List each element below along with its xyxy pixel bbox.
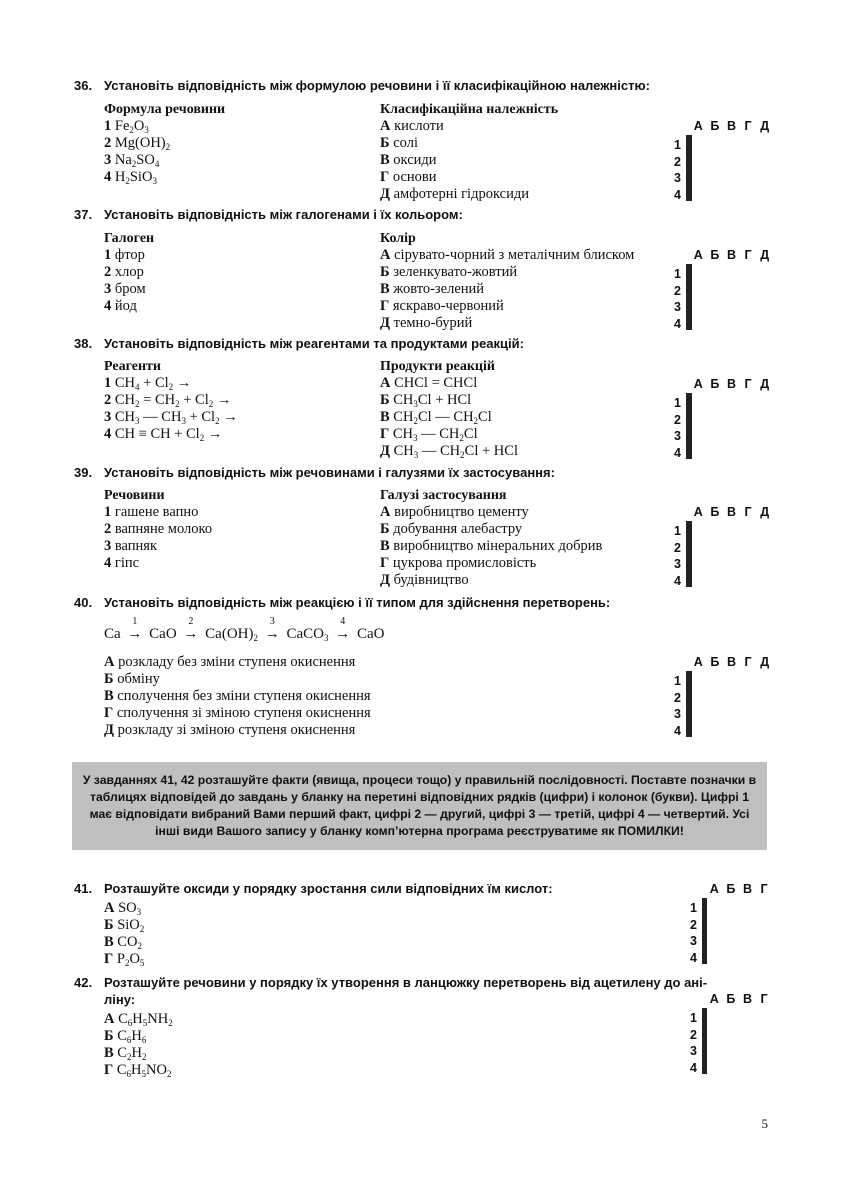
option-text: $Na_2SO_4$ (111, 152, 160, 169)
option-item (104, 555, 212, 572)
option-item (380, 298, 634, 315)
option-text: вапняк (111, 538, 158, 554)
q39-uses (380, 487, 602, 589)
answer-cell[interactable] (706, 915, 707, 931)
option-key: 4 (104, 298, 112, 314)
option-key: 1 (104, 504, 112, 520)
option-key: В (380, 409, 390, 425)
grid-row-label: 1 (690, 901, 697, 915)
grid-column-label: Д (760, 377, 770, 391)
answer-cell[interactable] (691, 168, 692, 184)
grid-column-label: Б (726, 992, 736, 1006)
option-item (104, 504, 212, 521)
option-text: жовто-зелений (389, 281, 485, 297)
option-text: будівництво (389, 572, 469, 588)
option-key: 2 (104, 135, 112, 151)
option-text: сполучення без зміни ступеня окиснення (113, 688, 371, 704)
grid-column-label: А (693, 505, 703, 519)
grid-column-label: Б (710, 377, 720, 391)
grid-column-label: А (693, 119, 703, 133)
option-text: темно-бурий (389, 315, 473, 331)
grid-row-label: 4 (674, 187, 681, 202)
grid-row-label: 3 (674, 300, 681, 314)
answer-cell[interactable] (706, 1009, 707, 1025)
option-key: Г (380, 169, 390, 185)
option-item (380, 169, 558, 186)
option-key: Д (380, 443, 390, 459)
option-key: Г (380, 298, 390, 314)
grid-row-label: 3 (690, 1044, 697, 1058)
question-38-title: 38. Установіть відповідність між реагентами та продуктами реакцій: (74, 336, 524, 351)
option-text: оксиди (389, 152, 437, 168)
grid-row-label: 1 (674, 267, 681, 281)
option-key: Б (380, 392, 390, 408)
grid-row-label: 3 (674, 171, 681, 185)
q38-products (380, 358, 518, 460)
option-item (104, 654, 371, 671)
option-text: сполучення зі зміною ступеня окиснення (113, 705, 371, 721)
answer-cell[interactable] (691, 522, 692, 538)
option-key: В (380, 152, 390, 168)
answer-cell[interactable] (691, 297, 692, 313)
option-text: $Fe_2O_3$ (111, 118, 149, 135)
answer-cell[interactable] (706, 947, 707, 963)
answer-cell[interactable] (706, 899, 707, 915)
use-list (380, 504, 602, 589)
option-text: цукрова промисловість (389, 555, 537, 571)
grid-row-label: 3 (674, 557, 681, 571)
option-key: 3 (104, 538, 112, 554)
grid-column-label: Г (760, 992, 768, 1006)
grid-column-label: Д (760, 505, 770, 519)
substance-order-list (104, 1011, 173, 1079)
reaction-type-list (104, 654, 371, 739)
grid-row-label: 3 (690, 934, 697, 948)
grid-row-label: 2 (674, 412, 681, 427)
grid-row-labels (674, 523, 681, 589)
option-item (380, 281, 634, 298)
page-number: 5 (761, 1116, 768, 1131)
q42-substances (104, 1011, 173, 1079)
option-item (380, 315, 634, 332)
option-text: $C_2H_2$ (113, 1045, 147, 1062)
option-item (380, 555, 602, 572)
option-item (104, 135, 225, 152)
option-item (380, 247, 634, 264)
class-list (380, 118, 558, 203)
option-item (104, 264, 154, 281)
answer-cell[interactable] (706, 1025, 707, 1041)
grid-column-label: Б (710, 248, 720, 262)
option-key: 1 (104, 247, 112, 263)
option-key: Б (380, 521, 390, 537)
color-list (380, 247, 634, 332)
option-text: $CH_3$ — $CH_3 + Cl_2$ → (111, 409, 238, 426)
option-key: А (380, 375, 391, 391)
answer-cell[interactable] (691, 442, 692, 458)
column-header: Речовини (104, 488, 165, 503)
option-text: виробництво цементу (390, 504, 529, 520)
grid-column-headers (706, 882, 772, 896)
option-key: Г (104, 951, 114, 967)
grid-row-labels (690, 900, 697, 966)
grid-row-label: 4 (674, 573, 681, 588)
grid-column-label: Б (710, 505, 720, 519)
option-text: $SO_3$ (114, 900, 142, 917)
grid-row-label: 3 (674, 707, 681, 721)
option-item (380, 443, 518, 460)
option-text: добування алебастру (389, 521, 523, 537)
grid-row-labels (674, 395, 681, 461)
option-key: Д (104, 722, 114, 738)
option-item (104, 169, 225, 186)
option-key: Б (380, 264, 390, 280)
option-item (104, 1028, 173, 1045)
option-text: $H_2SiO_3$ (111, 169, 157, 186)
grid-column-label: Б (710, 119, 720, 133)
answer-cell[interactable] (691, 538, 692, 554)
option-item (380, 504, 602, 521)
grid-row-label: 1 (674, 138, 681, 152)
q36-classes (380, 101, 558, 203)
option-text: хлор (111, 264, 144, 280)
answer-table (686, 264, 692, 330)
option-text: $CO_2$ (113, 934, 142, 951)
answer-cell[interactable] (691, 281, 692, 297)
answer-cell[interactable] (691, 184, 692, 200)
product-list (380, 375, 518, 460)
grid-column-label: В (726, 119, 736, 133)
answer-cell[interactable] (706, 1057, 707, 1073)
option-item (104, 426, 238, 443)
option-item (104, 521, 212, 538)
grid-column-label: А (693, 377, 703, 391)
answer-cell[interactable] (691, 672, 692, 688)
option-key: Б (104, 671, 114, 687)
grid-column-label: Г (744, 505, 752, 519)
option-key: 1 (104, 118, 112, 134)
grid-column-headers (690, 505, 773, 519)
option-key: Д (380, 315, 390, 331)
option-key: А (104, 900, 115, 916)
grid-column-label: В (726, 377, 736, 391)
grid-column-label: Г (760, 882, 768, 896)
option-item (104, 298, 154, 315)
answer-cell[interactable] (691, 265, 692, 281)
option-item (104, 392, 238, 409)
grid-row-labels (690, 1010, 697, 1076)
option-key: А (104, 654, 115, 670)
answer-table (686, 671, 692, 737)
answer-cell[interactable] (691, 570, 692, 586)
column-header: Реагенти (104, 359, 161, 374)
option-item (104, 247, 154, 264)
question-42-title-cont: ліну: (104, 992, 136, 1007)
question-42-title: 42. Розташуйте речовини у порядку їх утворення в ланцюжку перетворень від ацетилену до ані- (74, 975, 708, 990)
option-key: 2 (104, 392, 112, 408)
option-key: 3 (104, 152, 112, 168)
grid-column-label: В (742, 992, 752, 1006)
option-item (380, 264, 634, 281)
option-key: Г (104, 705, 114, 721)
option-text: CHCl = CHCl (390, 375, 478, 391)
q39-substances (104, 487, 212, 572)
option-key: В (104, 1045, 114, 1061)
option-key: 4 (104, 426, 112, 442)
column-header: Галоген (104, 231, 155, 246)
option-item (104, 688, 371, 705)
grid-column-label: Б (726, 882, 736, 896)
option-item (104, 152, 225, 169)
option-text: фтор (111, 247, 145, 263)
answer-table (702, 1008, 707, 1074)
option-key: А (380, 504, 391, 520)
answer-cell[interactable] (691, 313, 692, 329)
grid-row-label: 4 (690, 950, 697, 965)
option-key: В (104, 688, 114, 704)
q38-reagents (104, 358, 238, 443)
grid-column-label: В (726, 655, 736, 669)
q37-colors (380, 230, 634, 332)
answer-cell[interactable] (691, 426, 692, 442)
option-text: $C_6H_5NH_2$ (114, 1011, 173, 1028)
grid-row-labels (674, 137, 681, 203)
option-text: $CH_3$ — $CH_2Cl$ (389, 426, 478, 443)
grid-row-label: 2 (690, 917, 697, 932)
grid-column-label: Б (710, 655, 720, 669)
option-text: виробництво мінеральних добрив (389, 538, 603, 554)
option-item (380, 186, 558, 203)
option-text: солі (389, 135, 418, 151)
option-key: 3 (104, 409, 112, 425)
grid-column-label: Г (744, 377, 752, 391)
option-text: розкладу без зміни ступеня окиснення (114, 654, 356, 670)
grid-row-label: 1 (674, 524, 681, 538)
option-text: $CH_2Cl$ — $CH_2Cl$ (389, 409, 492, 426)
option-key: Г (380, 426, 390, 442)
grid-column-label: Г (744, 655, 752, 669)
grid-column-label: Г (744, 119, 752, 133)
option-item (380, 118, 558, 135)
option-item (380, 392, 518, 409)
grid-row-label: 1 (674, 674, 681, 688)
halogen-list (104, 247, 154, 315)
reagent-list (104, 375, 238, 443)
option-item (104, 722, 371, 739)
question-39-title: 39. Установіть відповідність між речовинами і галузями їх застосування: (74, 465, 555, 480)
grid-column-headers (690, 248, 773, 262)
answer-cell[interactable] (691, 410, 692, 426)
option-item (380, 375, 518, 392)
question-36-title: 36. Установіть відповідність між формулою речовини і її класифікаційною належністю: (74, 78, 650, 93)
option-item (104, 118, 225, 135)
option-key: А (380, 247, 391, 263)
instruction-banner: У завданнях 41, 42 розташуйте факти (явища, процеси тощо) у правильній послідовності. Поставте позначки в таблицях відповідей до завдань у бланку на перетині відповідних рядків (цифри) і колонок (букви). Цифрі 1 має відповідати вибраний Вами перший факт, цифрі 2 — другий, цифрі 3 — третій, цифрі 4 — четвертий. Усі інші види Вашого запису у бланку комп’ютерна програма реєструватиме як ПОМИЛКИ! (72, 762, 767, 850)
substance-list (104, 504, 212, 572)
option-key: Д (380, 572, 390, 588)
option-item (104, 375, 238, 392)
option-item (104, 538, 212, 555)
option-text: $CH_3$ — $CH_2Cl$ + HCl (389, 443, 518, 460)
grid-column-headers (690, 377, 773, 391)
column-header: Формула речовини (104, 102, 226, 117)
option-item (104, 917, 144, 934)
option-text: SiO$_2$ (113, 917, 145, 934)
option-text: йод (111, 298, 137, 314)
grid-column-label: А (709, 992, 719, 1006)
answer-cell[interactable] (706, 1041, 707, 1057)
option-key: Б (380, 135, 390, 151)
column-header: Класифікаційна належність (380, 102, 559, 117)
option-key: 2 (104, 264, 112, 280)
grid-row-label: 2 (674, 690, 681, 705)
question-37-title: 37. Установіть відповідність між галогенами і їх кольором: (74, 207, 463, 222)
option-text: $CH_4 + Cl_2$ → (111, 375, 192, 392)
option-key: 2 (104, 521, 112, 537)
answer-cell[interactable] (691, 136, 692, 152)
option-text: розкладу зі зміною ступеня окиснення (113, 722, 356, 738)
q40-types (104, 654, 371, 739)
grid-column-label: Д (760, 119, 770, 133)
column-header: Продукти реакцій (380, 359, 495, 374)
grid-row-label: 2 (674, 540, 681, 555)
option-text: гашене вапно (111, 504, 199, 520)
option-text: яскраво-червоний (389, 298, 504, 314)
grid-column-label: Г (744, 248, 752, 262)
option-item (104, 671, 371, 688)
option-key: Б (104, 917, 114, 933)
option-key: А (104, 1011, 115, 1027)
option-key: 4 (104, 169, 112, 185)
option-item (104, 281, 154, 298)
option-text: $Mg(OH)_2$ (111, 135, 171, 152)
question-40-title: 40. Установіть відповідність між реакцією і її типом для здійснення перетворень: (74, 595, 611, 610)
grid-column-label: А (709, 882, 719, 896)
option-item (104, 934, 144, 951)
grid-row-label: 4 (690, 1060, 697, 1075)
answer-cell[interactable] (691, 152, 692, 168)
column-header: Колір (380, 231, 416, 246)
reaction-chain: Ca → 1 CaO → 2 $Ca(OH)_2$ → 3 CaCO$_3$ → 4 CaO (104, 616, 385, 643)
grid-column-label: В (726, 505, 736, 519)
grid-column-label: Д (760, 248, 770, 262)
option-key: В (104, 934, 114, 950)
option-text: $C_6H_6$ (113, 1028, 147, 1045)
answer-cell[interactable] (691, 720, 692, 736)
option-item (380, 152, 558, 169)
option-text: основи (389, 169, 437, 185)
answer-cell[interactable] (691, 554, 692, 570)
option-key: Д (380, 186, 390, 202)
answer-cell[interactable] (691, 704, 692, 720)
option-text: CH ≡ CH + $Cl_2$ → (111, 426, 223, 443)
option-item (380, 521, 602, 538)
option-item (380, 426, 518, 443)
oxide-list (104, 900, 144, 968)
grid-row-label: 2 (674, 283, 681, 298)
formula-list (104, 118, 225, 186)
option-text: кислоти (390, 118, 444, 134)
option-item (104, 705, 371, 722)
grid-row-label: 4 (674, 445, 681, 460)
grid-row-label: 2 (674, 154, 681, 169)
grid-row-label: 1 (690, 1011, 697, 1025)
option-key: Г (104, 1062, 114, 1078)
grid-row-labels (674, 673, 681, 739)
grid-row-label: 1 (674, 396, 681, 410)
option-text: $CH_3Cl$ + HCl (389, 392, 472, 409)
option-text: зеленкувато-жовтий (389, 264, 518, 280)
grid-row-label: 4 (674, 316, 681, 331)
option-item (104, 951, 144, 968)
q36-formulas (104, 101, 225, 186)
option-text: амфотерні гідроксиди (389, 186, 529, 202)
option-item (104, 1062, 173, 1079)
grid-column-headers (706, 992, 772, 1006)
answer-table (702, 898, 707, 964)
option-item (104, 1011, 173, 1028)
option-text: обміну (113, 671, 160, 687)
option-key: 4 (104, 555, 112, 571)
option-item (380, 135, 558, 152)
option-item (104, 1045, 173, 1062)
answer-cell[interactable] (691, 688, 692, 704)
option-key: 3 (104, 281, 112, 297)
answer-table (686, 393, 692, 459)
option-text: гіпс (111, 555, 140, 571)
grid-column-label: Д (760, 655, 770, 669)
option-item (104, 900, 144, 917)
grid-column-label: В (726, 248, 736, 262)
answer-cell[interactable] (691, 394, 692, 410)
grid-column-headers (690, 655, 773, 669)
grid-row-label: 3 (674, 429, 681, 443)
grid-row-label: 2 (690, 1027, 697, 1042)
q41-oxides (104, 900, 144, 968)
option-text: $CH_2 = CH_2 + Cl_2$ → (111, 392, 232, 409)
option-key: В (380, 538, 390, 554)
option-text: $C_6H_5NO_2$ (113, 1062, 172, 1079)
option-key: В (380, 281, 390, 297)
option-text: бром (111, 281, 146, 297)
option-text: $P_2O_5$ (113, 951, 145, 968)
grid-column-label: В (742, 882, 752, 896)
option-text: вапняне молоко (111, 521, 213, 537)
option-key: 1 (104, 375, 112, 391)
option-item (104, 409, 238, 426)
option-item (380, 572, 602, 589)
option-key: А (380, 118, 391, 134)
option-key: Б (104, 1028, 114, 1044)
q37-halogens (104, 230, 154, 315)
answer-table (686, 521, 692, 587)
column-header: Галузі застосування (380, 488, 507, 503)
option-item (380, 538, 602, 555)
option-key: Г (380, 555, 390, 571)
grid-row-labels (674, 266, 681, 332)
grid-column-label: А (693, 248, 703, 262)
grid-column-headers (690, 119, 773, 133)
grid-row-label: 4 (674, 723, 681, 738)
option-item (380, 409, 518, 426)
grid-column-label: А (693, 655, 703, 669)
option-text: сірувато-чорний з металічним блиском (390, 247, 635, 263)
answer-cell[interactable] (706, 931, 707, 947)
answer-table (686, 135, 692, 201)
question-41-title: 41. Розташуйте оксиди у порядку зростання сили відповідних їм кислот: (74, 881, 553, 896)
